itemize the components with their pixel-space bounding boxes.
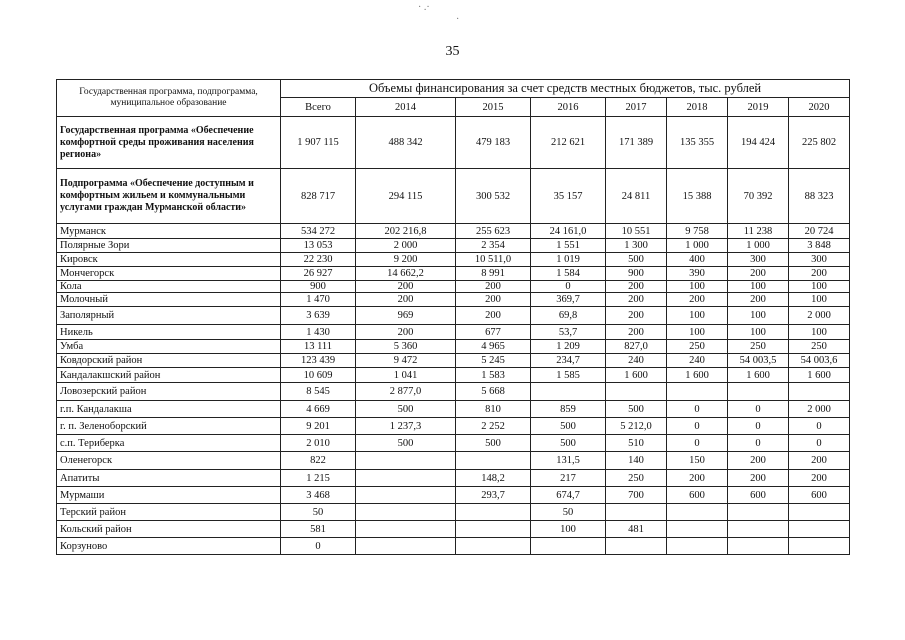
value-cell: 123 439 xyxy=(281,354,356,368)
value-cell: 1 300 xyxy=(606,239,667,253)
table-row xyxy=(57,435,850,452)
row-name: Государственная программа «Обеспечение комфортной среды проживания населения региона» xyxy=(57,117,281,169)
table-header xyxy=(57,80,850,117)
value-cell: 255 623 xyxy=(456,224,531,239)
value-cell: 500 xyxy=(606,401,667,418)
row-name: г. п. Зеленоборский xyxy=(57,418,281,435)
row-name: Оленегорск xyxy=(57,452,281,470)
value-cell: 100 xyxy=(728,281,789,293)
value-cell: 2 252 xyxy=(456,418,531,435)
table-row xyxy=(57,521,850,538)
value-cell: 1 000 xyxy=(667,239,728,253)
row-name: Ковдорский район xyxy=(57,354,281,368)
row-name: Мурманск xyxy=(57,224,281,239)
page-number: 35 xyxy=(445,44,460,59)
value-cell xyxy=(667,383,728,401)
value-cell: 293,7 xyxy=(456,487,531,504)
value-cell: 5 212,0 xyxy=(606,418,667,435)
value-cell xyxy=(606,504,667,521)
table-row xyxy=(57,239,850,253)
column-header: 2017 xyxy=(606,98,667,117)
value-cell: 1 600 xyxy=(606,368,667,383)
table-row xyxy=(57,253,850,267)
column-header: 2018 xyxy=(667,98,728,117)
value-cell: 674,7 xyxy=(531,487,606,504)
value-cell: 500 xyxy=(356,401,456,418)
value-cell: 3 468 xyxy=(281,487,356,504)
value-cell: 200 xyxy=(789,267,850,281)
value-cell xyxy=(606,538,667,555)
value-cell: 1 430 xyxy=(281,325,356,340)
value-cell: 969 xyxy=(356,307,456,325)
value-cell: 294 115 xyxy=(356,169,456,224)
value-cell: 200 xyxy=(728,267,789,281)
value-cell: 240 xyxy=(667,354,728,368)
value-cell: 148,2 xyxy=(456,470,531,487)
value-cell: 240 xyxy=(606,354,667,368)
value-cell: 22 230 xyxy=(281,253,356,267)
value-cell: 70 392 xyxy=(728,169,789,224)
value-cell xyxy=(728,538,789,555)
value-cell: 50 xyxy=(531,504,606,521)
value-cell: 5 668 xyxy=(456,383,531,401)
table-row xyxy=(57,368,850,383)
value-cell: 1 583 xyxy=(456,368,531,383)
value-cell: 2 000 xyxy=(789,401,850,418)
value-cell: 225 802 xyxy=(789,117,850,169)
value-cell: 0 xyxy=(667,435,728,452)
table-row xyxy=(57,383,850,401)
value-cell: 100 xyxy=(667,325,728,340)
value-cell: 35 157 xyxy=(531,169,606,224)
value-cell: 1 585 xyxy=(531,368,606,383)
column-header: 2014 xyxy=(356,98,456,117)
value-cell: 0 xyxy=(531,281,606,293)
table-row xyxy=(57,307,850,325)
table-row xyxy=(57,354,850,368)
value-cell: 600 xyxy=(728,487,789,504)
value-cell: 300 532 xyxy=(456,169,531,224)
value-cell: 10 551 xyxy=(606,224,667,239)
row-name: Подпрограмма «Обеспечение доступным и комфортным жильем и коммунальными услугами граждан Мурманской области» xyxy=(57,169,281,224)
value-cell: 500 xyxy=(531,418,606,435)
value-cell xyxy=(531,538,606,555)
row-name: Мончегорск xyxy=(57,267,281,281)
value-cell: 534 272 xyxy=(281,224,356,239)
value-cell: 200 xyxy=(606,293,667,307)
value-cell: 2 000 xyxy=(356,239,456,253)
value-cell: 69,8 xyxy=(531,307,606,325)
table-row xyxy=(57,418,850,435)
value-cell: 2 354 xyxy=(456,239,531,253)
value-cell: 194 424 xyxy=(728,117,789,169)
value-cell: 135 355 xyxy=(667,117,728,169)
value-cell xyxy=(456,521,531,538)
column-header: 2016 xyxy=(531,98,606,117)
value-cell: 250 xyxy=(606,470,667,487)
row-name: Ловозерский район xyxy=(57,383,281,401)
value-cell: 200 xyxy=(456,293,531,307)
value-cell: 100 xyxy=(531,521,606,538)
value-cell: 24 161,0 xyxy=(531,224,606,239)
table-row xyxy=(57,169,850,224)
value-cell: 488 342 xyxy=(356,117,456,169)
value-cell: 600 xyxy=(667,487,728,504)
value-cell: 300 xyxy=(789,253,850,267)
value-cell: 5 360 xyxy=(356,340,456,354)
table-row xyxy=(57,470,850,487)
value-cell: 54 003,5 xyxy=(728,354,789,368)
value-cell: 1 209 xyxy=(531,340,606,354)
value-cell: 700 xyxy=(606,487,667,504)
value-cell: 200 xyxy=(728,452,789,470)
value-cell: 1 907 115 xyxy=(281,117,356,169)
value-cell: 500 xyxy=(531,435,606,452)
value-cell: 10 511,0 xyxy=(456,253,531,267)
value-cell: 900 xyxy=(606,267,667,281)
row-name: с.п. Териберка xyxy=(57,435,281,452)
financing-table xyxy=(56,79,850,555)
value-cell: 4 965 xyxy=(456,340,531,354)
value-cell: 53,7 xyxy=(531,325,606,340)
value-cell: 250 xyxy=(667,340,728,354)
value-cell: 822 xyxy=(281,452,356,470)
value-cell: 9 472 xyxy=(356,354,456,368)
value-cell: 200 xyxy=(728,470,789,487)
value-cell: 200 xyxy=(606,281,667,293)
value-cell xyxy=(789,504,850,521)
value-cell: 500 xyxy=(356,435,456,452)
column-header: Всего xyxy=(281,98,356,117)
value-cell: 8 545 xyxy=(281,383,356,401)
value-cell xyxy=(667,521,728,538)
value-cell: 1 000 xyxy=(728,239,789,253)
value-cell xyxy=(667,504,728,521)
value-cell: 234,7 xyxy=(531,354,606,368)
value-cell: 1 041 xyxy=(356,368,456,383)
table-body xyxy=(57,117,850,555)
table-row xyxy=(57,224,850,239)
value-cell: 859 xyxy=(531,401,606,418)
table-row xyxy=(57,538,850,555)
scan-artifact: · xyxy=(456,14,460,25)
value-cell xyxy=(456,504,531,521)
value-cell: 200 xyxy=(356,281,456,293)
value-cell xyxy=(356,538,456,555)
value-cell: 13 053 xyxy=(281,239,356,253)
value-cell xyxy=(728,383,789,401)
value-cell: 14 662,2 xyxy=(356,267,456,281)
value-cell: 10 609 xyxy=(281,368,356,383)
value-cell: 1 551 xyxy=(531,239,606,253)
table-row xyxy=(57,340,850,354)
value-cell xyxy=(456,538,531,555)
value-cell: 481 xyxy=(606,521,667,538)
value-cell xyxy=(789,521,850,538)
table-row xyxy=(57,267,850,281)
value-cell: 8 991 xyxy=(456,267,531,281)
value-cell xyxy=(356,452,456,470)
value-cell xyxy=(356,470,456,487)
value-cell: 810 xyxy=(456,401,531,418)
value-cell: 202 216,8 xyxy=(356,224,456,239)
row-name: Молочный xyxy=(57,293,281,307)
value-cell: 200 xyxy=(456,307,531,325)
value-cell: 1 215 xyxy=(281,470,356,487)
value-cell: 4 669 xyxy=(281,401,356,418)
value-cell: 200 xyxy=(789,452,850,470)
value-cell: 200 xyxy=(356,325,456,340)
value-cell xyxy=(667,538,728,555)
value-cell: 390 xyxy=(667,267,728,281)
row-label-header: Государственная программа, подпрограмма, муниципальное образование xyxy=(57,80,281,117)
value-cell: 212 621 xyxy=(531,117,606,169)
value-cell: 1 584 xyxy=(531,267,606,281)
financing-group-header: Объемы финансирования за счет средств местных бюджетов, тыс. рублей xyxy=(281,80,850,98)
value-cell xyxy=(606,383,667,401)
value-cell xyxy=(789,383,850,401)
value-cell: 131,5 xyxy=(531,452,606,470)
value-cell: 20 724 xyxy=(789,224,850,239)
value-cell: 0 xyxy=(728,418,789,435)
value-cell: 510 xyxy=(606,435,667,452)
value-cell xyxy=(728,521,789,538)
value-cell: 0 xyxy=(281,538,356,555)
table-row xyxy=(57,452,850,470)
value-cell: 0 xyxy=(667,418,728,435)
value-cell xyxy=(356,521,456,538)
row-name: Никель xyxy=(57,325,281,340)
value-cell: 11 238 xyxy=(728,224,789,239)
value-cell: 581 xyxy=(281,521,356,538)
value-cell: 0 xyxy=(728,435,789,452)
value-cell: 100 xyxy=(728,325,789,340)
value-cell: 9 201 xyxy=(281,418,356,435)
row-name: Терский район xyxy=(57,504,281,521)
row-name: Кола xyxy=(57,281,281,293)
value-cell: 100 xyxy=(789,325,850,340)
column-header: 2019 xyxy=(728,98,789,117)
value-cell: 500 xyxy=(456,435,531,452)
value-cell: 9 200 xyxy=(356,253,456,267)
value-cell: 0 xyxy=(728,401,789,418)
value-cell: 1 600 xyxy=(789,368,850,383)
value-cell xyxy=(356,487,456,504)
table-row xyxy=(57,325,850,340)
value-cell: 2 000 xyxy=(789,307,850,325)
row-name: Полярные Зори xyxy=(57,239,281,253)
value-cell: 1 600 xyxy=(728,368,789,383)
value-cell: 200 xyxy=(456,281,531,293)
value-cell: 2 877,0 xyxy=(356,383,456,401)
value-cell: 100 xyxy=(789,281,850,293)
value-cell: 217 xyxy=(531,470,606,487)
value-cell: 828 717 xyxy=(281,169,356,224)
value-cell: 9 758 xyxy=(667,224,728,239)
value-cell: 250 xyxy=(789,340,850,354)
table-row xyxy=(57,117,850,169)
value-cell: 50 xyxy=(281,504,356,521)
row-name: Кольский район xyxy=(57,521,281,538)
value-cell: 0 xyxy=(789,418,850,435)
row-name: г.п. Кандалакша xyxy=(57,401,281,418)
value-cell: 827,0 xyxy=(606,340,667,354)
value-cell: 100 xyxy=(667,307,728,325)
table-row xyxy=(57,401,850,418)
row-name: Апатиты xyxy=(57,470,281,487)
value-cell: 15 388 xyxy=(667,169,728,224)
value-cell: 88 323 xyxy=(789,169,850,224)
value-cell: 1 600 xyxy=(667,368,728,383)
table-row xyxy=(57,281,850,293)
value-cell: 250 xyxy=(728,340,789,354)
table-row xyxy=(57,487,850,504)
row-name: Умба xyxy=(57,340,281,354)
value-cell: 200 xyxy=(606,325,667,340)
value-cell: 200 xyxy=(728,293,789,307)
value-cell xyxy=(728,504,789,521)
value-cell: 13 111 xyxy=(281,340,356,354)
value-cell: 200 xyxy=(356,293,456,307)
scan-artifact: · .· xyxy=(418,2,430,13)
value-cell: 24 811 xyxy=(606,169,667,224)
row-name: Корзуново xyxy=(57,538,281,555)
value-cell: 200 xyxy=(606,307,667,325)
row-name: Кандалакшский район xyxy=(57,368,281,383)
value-cell: 100 xyxy=(667,281,728,293)
value-cell xyxy=(356,504,456,521)
value-cell: 0 xyxy=(667,401,728,418)
row-name: Мурмаши xyxy=(57,487,281,504)
value-cell: 150 xyxy=(667,452,728,470)
table-row xyxy=(57,293,850,307)
row-name: Кировск xyxy=(57,253,281,267)
value-cell: 1 470 xyxy=(281,293,356,307)
value-cell: 100 xyxy=(728,307,789,325)
value-cell xyxy=(789,538,850,555)
value-cell: 369,7 xyxy=(531,293,606,307)
value-cell xyxy=(531,383,606,401)
value-cell: 0 xyxy=(789,435,850,452)
value-cell: 3 848 xyxy=(789,239,850,253)
row-name: Заполярный xyxy=(57,307,281,325)
value-cell: 677 xyxy=(456,325,531,340)
value-cell: 300 xyxy=(728,253,789,267)
value-cell: 600 xyxy=(789,487,850,504)
value-cell: 1 237,3 xyxy=(356,418,456,435)
value-cell: 500 xyxy=(606,253,667,267)
value-cell: 900 xyxy=(281,281,356,293)
value-cell: 3 639 xyxy=(281,307,356,325)
value-cell: 1 019 xyxy=(531,253,606,267)
value-cell: 2 010 xyxy=(281,435,356,452)
value-cell: 54 003,6 xyxy=(789,354,850,368)
value-cell: 26 927 xyxy=(281,267,356,281)
column-header: 2015 xyxy=(456,98,531,117)
value-cell: 200 xyxy=(667,293,728,307)
value-cell: 100 xyxy=(789,293,850,307)
value-cell: 200 xyxy=(789,470,850,487)
value-cell: 5 245 xyxy=(456,354,531,368)
value-cell: 140 xyxy=(606,452,667,470)
column-header: 2020 xyxy=(789,98,850,117)
table-row xyxy=(57,504,850,521)
value-cell: 400 xyxy=(667,253,728,267)
value-cell: 171 389 xyxy=(606,117,667,169)
value-cell: 200 xyxy=(667,470,728,487)
value-cell: 479 183 xyxy=(456,117,531,169)
value-cell xyxy=(456,452,531,470)
